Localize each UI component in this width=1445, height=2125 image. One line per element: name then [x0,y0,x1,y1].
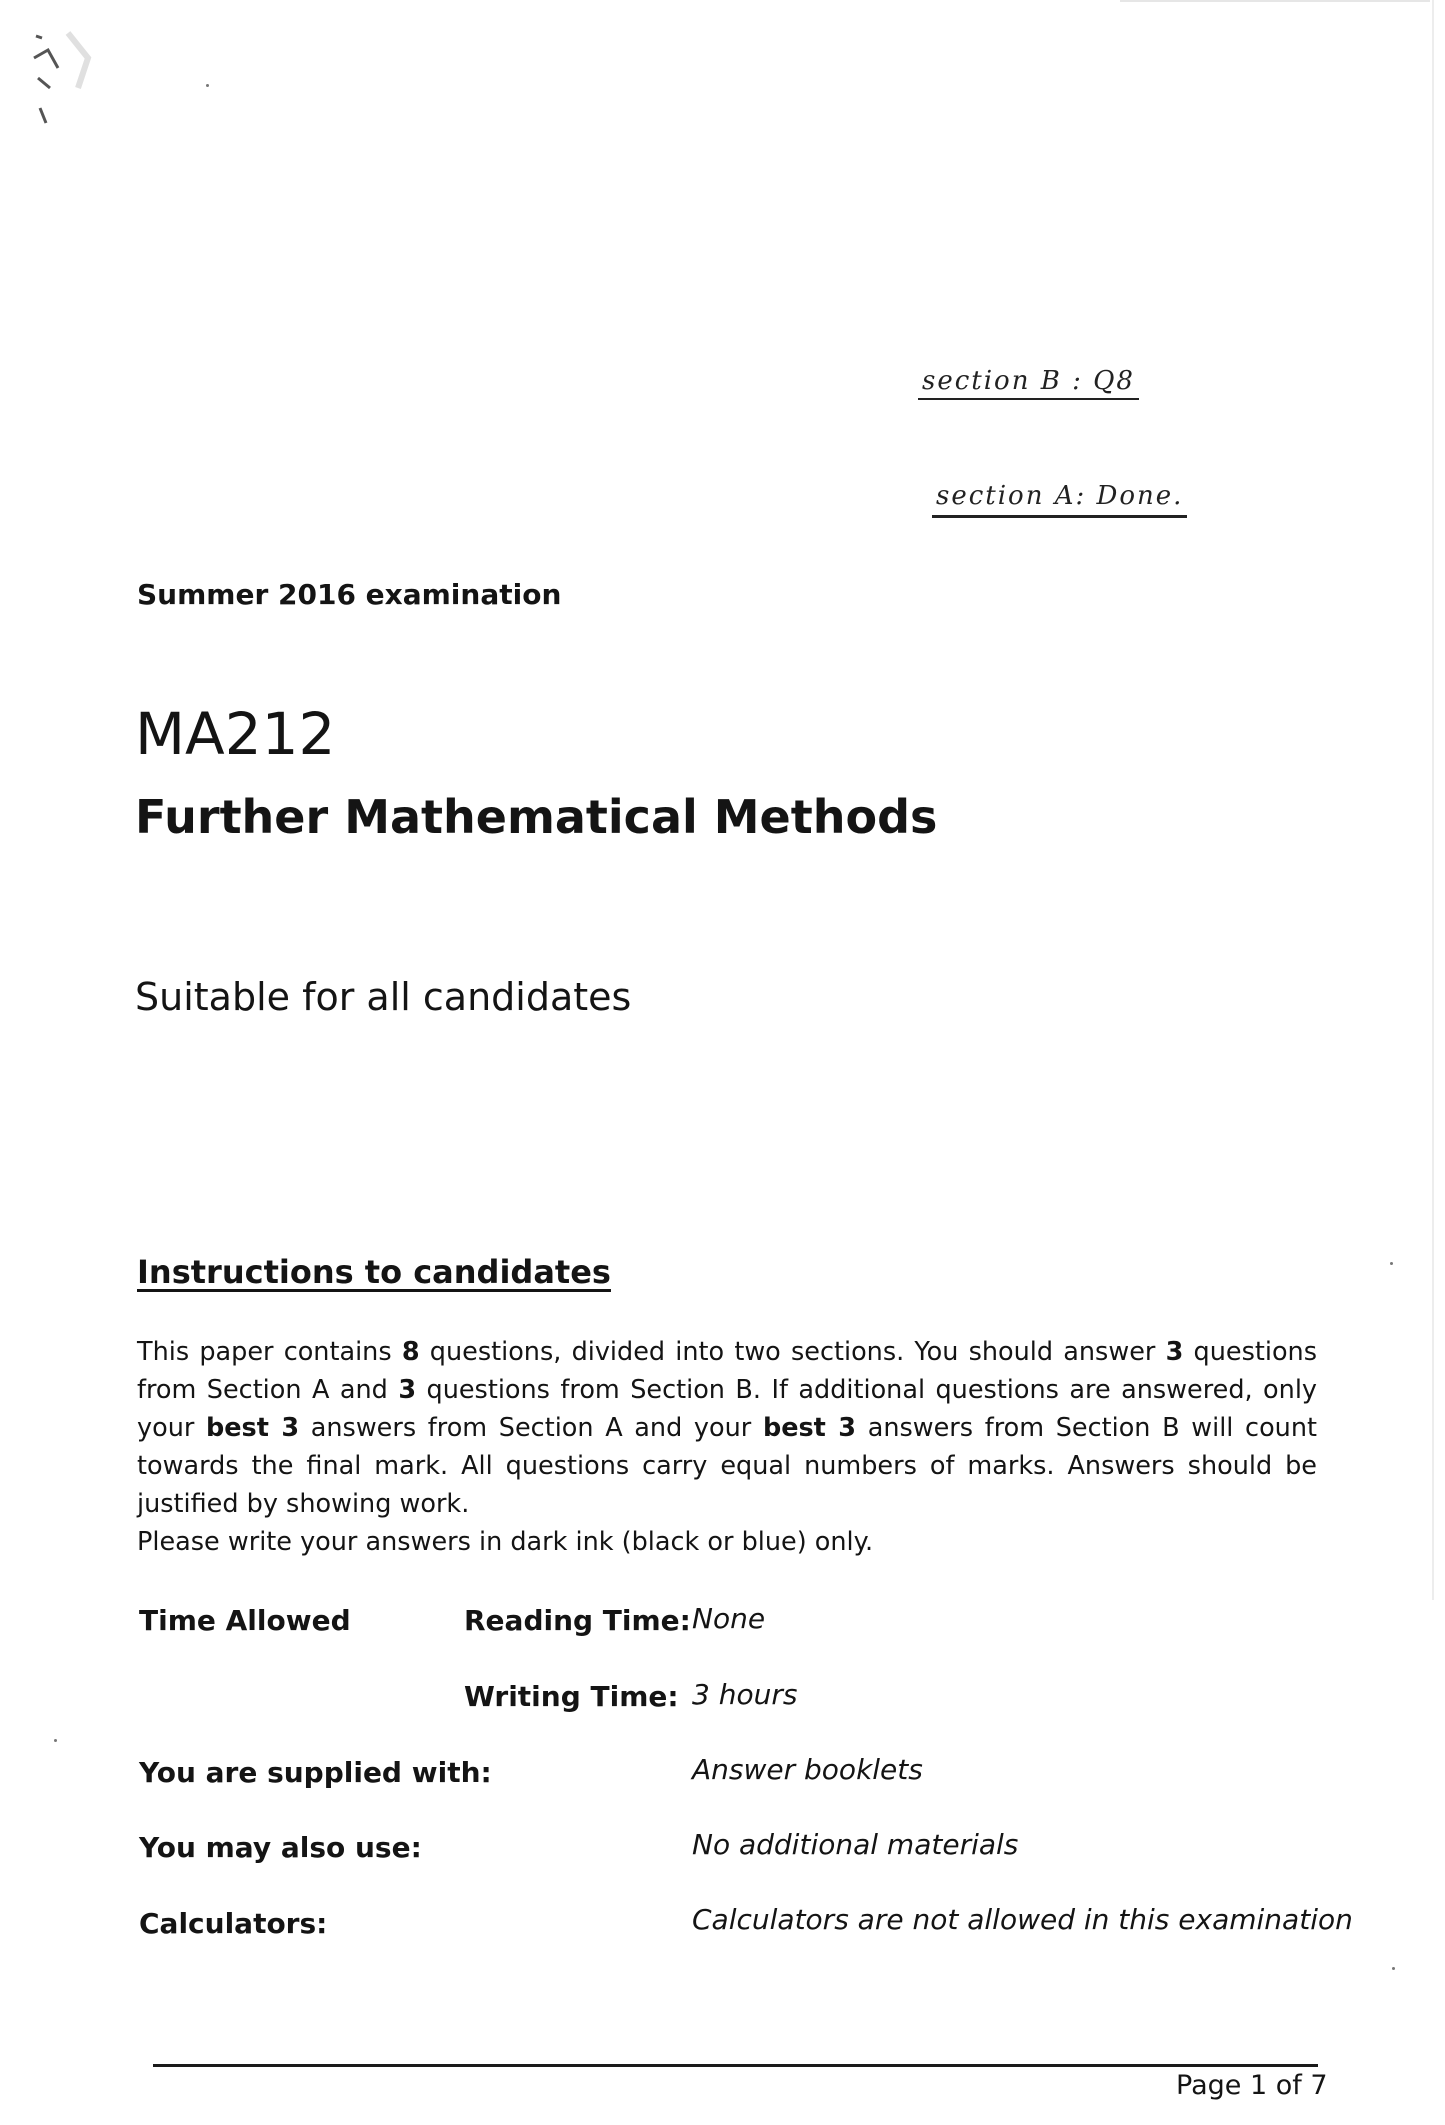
paper-edge-right [1432,0,1434,1600]
instructions-text: questions from Section B. If additional questions are answered, only your [137,1375,1317,1443]
instructions-heading: Instructions to candidates [137,1253,611,1291]
section-b-count: 3 [398,1375,417,1405]
supplied-with-value: Answer booklets [692,1753,923,1786]
may-also-use-label: You may also use: [139,1831,422,1864]
course-code: MA212 [135,700,336,768]
time-allowed-label: Time Allowed [139,1604,351,1637]
reading-time-label: Reading Time: [464,1604,691,1637]
footer-rule [153,2064,1318,2067]
exam-session: Summer 2016 examination [137,578,562,611]
calculators-label: Calculators: [139,1907,328,1940]
paper-edge [1120,0,1430,2]
speck [1392,1967,1395,1970]
instructions-body [137,1333,1317,1561]
instructions-text: questions, divided into two sections. You should answer [419,1337,1166,1367]
handwritten-note-section-a: section A: Done. [932,481,1187,518]
section-a-count: 3 [1165,1337,1184,1367]
speck [54,1739,57,1742]
instructions-text: answers from Section A and your [299,1413,763,1443]
speck [206,84,209,87]
may-also-use-value: No additional materials [692,1828,1019,1861]
ink-smudge [28,28,98,128]
ink-instruction: Please write your answers in dark ink (black or blue) only. [137,1527,874,1557]
calculators-value: Calculators are not allowed in this examination [692,1903,1353,1936]
reading-time-value: None [692,1602,766,1635]
writing-time-value: 3 hours [692,1678,798,1711]
best-answers-a: best 3 [206,1413,300,1443]
writing-time-label: Writing Time: [464,1680,679,1713]
handwritten-note-section-b: section B : Q8 [918,366,1139,400]
page-number: Page 1 of 7 [1176,2070,1328,2101]
suitability-text: Suitable for all candidates [135,975,632,1019]
instructions-text: questions from Section A and [137,1337,1317,1405]
instructions-text: This paper contains [137,1337,402,1367]
speck [1390,1262,1393,1265]
course-title: Further Mathematical Methods [135,790,938,844]
instructions-text: answers from Section B will count towards the final mark. All questions carry equal numbers of marks. Answers should be justified by showing work. [137,1413,1317,1519]
best-answers-b: best 3 [762,1413,857,1443]
supplied-with-label: You are supplied with: [139,1756,492,1789]
question-count: 8 [401,1337,420,1367]
